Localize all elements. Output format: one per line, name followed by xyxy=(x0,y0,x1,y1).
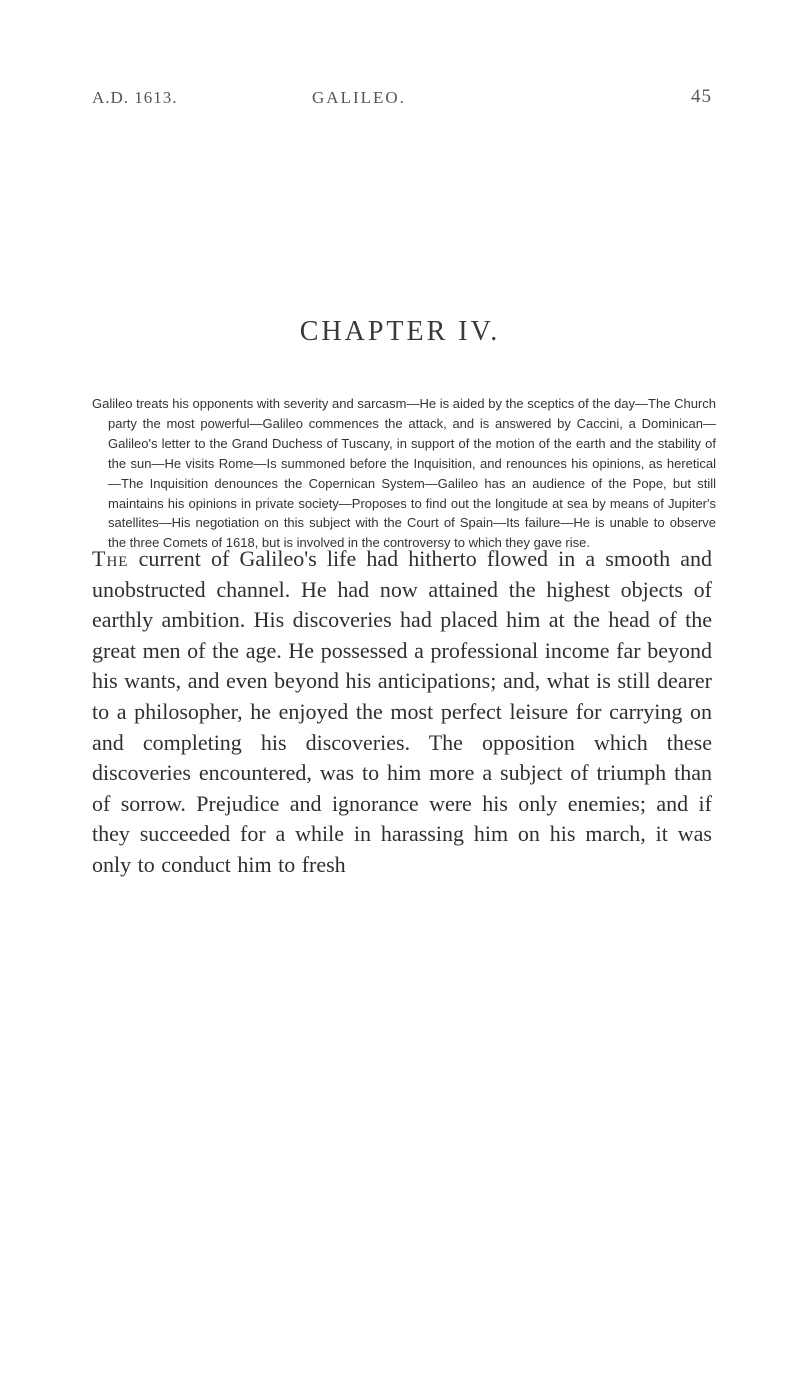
running-head-title: GALILEO. xyxy=(312,88,406,107)
page-number: 45 xyxy=(691,86,712,107)
running-head-date: A.D. 1613. xyxy=(92,88,178,107)
chapter-synopsis: Galileo treats his opponents with severity and sarcasm—He is aided by the sceptics of the day—The Church party the most powerful—Galileo commences the attack, and is answered by Caccini, a Dominican—Galileo's letter to the Grand Duchess of Tuscany, in support of the motion of the earth and the stability of the sun—He visits Rome—Is summoned before the Inquisition, and renounces his opinions, as heretical—The Inquisition denounces the Copernican System—Galileo has an audience of the Pope, but still maintains his opinions in private society—Proposes to find out the longitude at sea by means of Jupiter's satellites—His negotiation on this subject with the Court of Spain—Its failure—He is unable to observe the three Comets of 1618, but is involved in the controversy to which they gave rise. xyxy=(92,396,716,551)
paragraph-text: current of Galileo's life had hitherto flowed in a smooth and unobstructed channel. He had now attained the highest objects of earthly ambition. His discoveries had placed him at the head of the great men of the age. He possessed a professional income far beyond his wants, and even beyond his anticipations; and, what is still dearer to a philosopher, he enjoyed the most perfect leisure for carrying on and completing his discoveries. The opposition which these discoveries encountered, was to him more a subject of triumph than of sorrow. Prejudice and ignorance were his only enemies; and if they succeeded for a while in harassing him on his march, it was only to conduct him to fresh xyxy=(92,546,712,877)
body-paragraph xyxy=(92,544,712,881)
running-head xyxy=(92,88,712,114)
lead-word: The xyxy=(92,546,129,571)
chapter-title: CHAPTER IV. xyxy=(299,316,501,347)
